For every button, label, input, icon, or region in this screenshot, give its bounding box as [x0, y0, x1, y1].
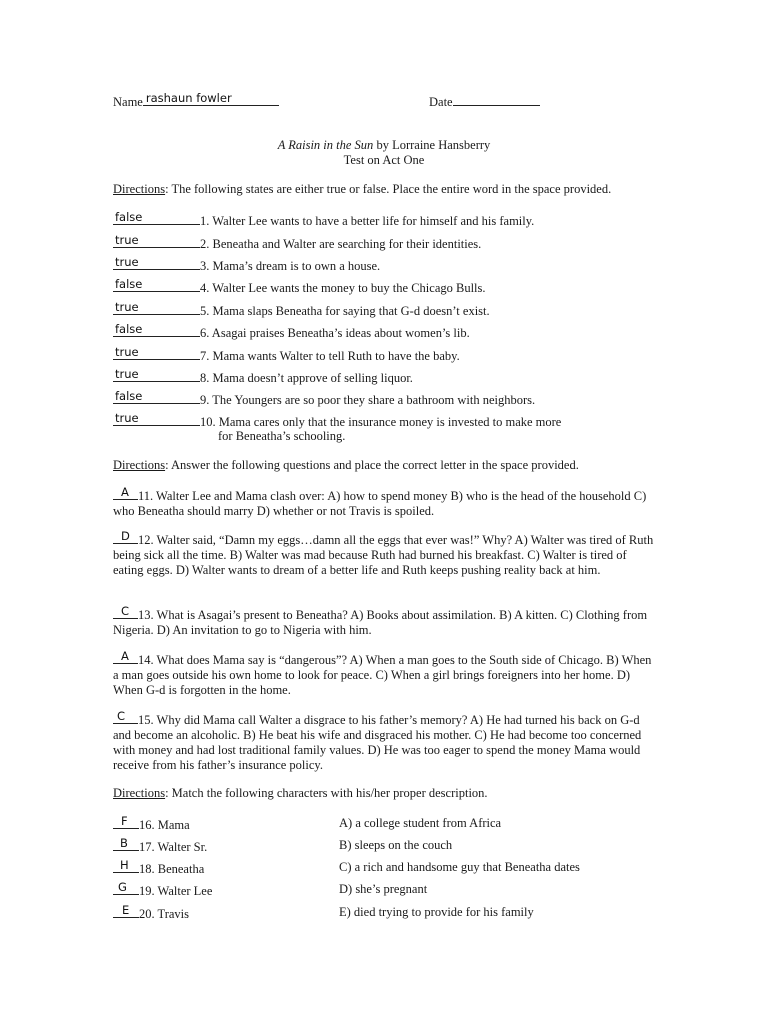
- answer-blank[interactable]: [113, 413, 200, 426]
- answer-blank[interactable]: [113, 838, 139, 851]
- answer-blank[interactable]: [113, 257, 200, 270]
- mc-question: [113, 606, 658, 638]
- tf-item-continuation: for Beneatha’s schooling.: [218, 429, 346, 443]
- answer-blank[interactable]: [113, 711, 138, 724]
- tf-item: [113, 235, 481, 252]
- question-text: 9. The Youngers are so poor they share a bathroom with neighbors.: [200, 393, 536, 407]
- answer-blank[interactable]: [113, 235, 200, 248]
- tf-item: [113, 413, 561, 430]
- answer-value: H: [120, 858, 129, 872]
- tf-item: [113, 302, 490, 319]
- test-title: [0, 138, 768, 153]
- match-option: D) she’s pregnant: [339, 882, 428, 896]
- answer-blank[interactable]: [113, 816, 139, 829]
- match-row: [113, 860, 204, 877]
- answer-blank[interactable]: [113, 882, 139, 895]
- tf-item: [113, 369, 413, 386]
- answer-value: true: [115, 345, 139, 359]
- question-text: 14. What does Mama say is “dangerous”? A) When a man goes to the South side of Chicago. B) When a man goes outside his own home to look for peace. C) When a girl brings foreigners into her home. D) When G-d is forgotten in the home.: [113, 653, 652, 697]
- answer-value: false: [115, 210, 143, 224]
- directions-text: : The following states are either true or false. Place the entire word in the space provided.: [165, 182, 612, 196]
- question-text: 5. Mama slaps Beneatha for saying that G-d doesn’t exist.: [200, 304, 490, 318]
- answer-value: E: [122, 903, 130, 917]
- match-option: C) a rich and handsome guy that Beneatha dates: [339, 860, 580, 874]
- answer-value: true: [115, 255, 139, 269]
- question-text: 13. What is Asagai’s present to Beneatha? A) Books about assimilation. B) A kitten. C) Clothing from Nigeria. D) An invitation to go to Nigeria with him.: [113, 608, 648, 637]
- answer-value: true: [115, 367, 139, 381]
- directions-true-false: [113, 182, 611, 197]
- answer-value: true: [115, 300, 139, 314]
- question-text: 2. Beneatha and Walter are searching for their identities.: [200, 237, 482, 251]
- answer-blank[interactable]: [113, 369, 200, 382]
- directions-label: Directions: [113, 182, 166, 196]
- name-label: Name: [113, 95, 143, 109]
- answer-blank[interactable]: [113, 279, 200, 292]
- mc-question: [113, 711, 658, 773]
- answer-value: A: [121, 649, 129, 663]
- answer-value: false: [115, 322, 143, 336]
- answer-blank[interactable]: [113, 651, 138, 664]
- question-text: 10. Mama cares only that the insurance money is invested to make more: [200, 415, 562, 429]
- answer-blank[interactable]: [113, 347, 200, 360]
- question-text: 4. Walter Lee wants the money to buy the Chicago Bulls.: [200, 281, 486, 295]
- answer-blank[interactable]: [113, 531, 138, 544]
- answer-value: F: [121, 814, 128, 828]
- mc-question: [113, 651, 658, 698]
- directions-multiple-choice: [113, 458, 579, 473]
- date-blank[interactable]: [453, 93, 540, 106]
- answer-blank[interactable]: [113, 212, 200, 225]
- question-text: 6. Asagai praises Beneatha’s ideas about women’s lib.: [200, 326, 470, 340]
- test-subtitle: Test on Act One: [343, 153, 425, 167]
- directions-label: Directions: [113, 786, 166, 800]
- answer-blank[interactable]: [113, 324, 200, 337]
- answer-value: true: [115, 411, 139, 425]
- date-label: Date: [429, 95, 453, 109]
- answer-blank[interactable]: [113, 391, 200, 404]
- character-name: 17. Walter Sr.: [139, 840, 208, 854]
- match-option: E) died trying to provide for his family: [339, 905, 534, 919]
- answer-value: C: [117, 709, 126, 723]
- answer-value: true: [115, 233, 139, 247]
- answer-blank[interactable]: [113, 487, 138, 500]
- directions-text: : Match the following characters with his/her proper description.: [165, 786, 488, 800]
- directions-label: Directions: [113, 458, 166, 472]
- directions-matching: [113, 786, 488, 801]
- answer-blank[interactable]: [113, 860, 139, 873]
- tf-item: [113, 257, 380, 274]
- answer-value: B: [120, 836, 128, 850]
- answer-value: false: [115, 277, 143, 291]
- mc-question: [113, 531, 658, 578]
- answer-value: A: [121, 485, 129, 499]
- name-line: [113, 93, 279, 110]
- character-name: 18. Beneatha: [139, 862, 205, 876]
- answer-value: false: [115, 389, 143, 403]
- tf-item: [113, 347, 460, 364]
- question-text: 12. Walter said, “Damn my eggs…damn all the eggs that ever was!” Why? A) Walter was tired of Ruth being sick all the time. B) Walter was mad because Ruth had burned his breakfast. C) Walter is tired of eating eggs. D) Walter wants to dream of a better life and Ruth keeps pushing reality back at him.: [113, 533, 654, 577]
- match-row: [113, 882, 212, 899]
- question-text: 1. Walter Lee wants to have a better life for himself and his family.: [200, 214, 535, 228]
- student-name: rashaun fowler: [145, 91, 232, 105]
- author-text: by Lorraine Hansberry: [373, 138, 491, 152]
- tf-item: [113, 212, 534, 229]
- character-name: 16. Mama: [139, 818, 190, 832]
- date-line: [429, 93, 540, 110]
- question-text: 3. Mama’s dream is to own a house.: [200, 259, 381, 273]
- name-blank[interactable]: [143, 93, 279, 106]
- character-name: 19. Walter Lee: [139, 884, 213, 898]
- answer-blank[interactable]: [113, 302, 200, 315]
- answer-blank[interactable]: [113, 606, 138, 619]
- question-text: 15. Why did Mama call Walter a disgrace to his father’s memory? A) He had turned his back on G-d and become an alcoholic. B) He beat his wife and disgraced his mother. C) He had become too concerned with money and had lost traditional family values. D) He was too eager to spend the money Mama would receive from his father’s insurance policy.: [113, 713, 642, 772]
- answer-value: C: [121, 604, 130, 618]
- question-text: 11. Walter Lee and Mama clash over: A) how to spend money B) who is the head of the household C) who Beneatha should marry D) whether or not Travis is spoiled.: [113, 489, 647, 518]
- match-row: [113, 838, 207, 855]
- question-text: 7. Mama wants Walter to tell Ruth to have the baby.: [200, 349, 460, 363]
- book-title: A Raisin in the Sun: [277, 138, 374, 152]
- mc-question: [113, 487, 658, 519]
- match-row: [113, 816, 190, 833]
- match-row: [113, 905, 189, 922]
- tf-item: [113, 324, 470, 341]
- match-option: A) a college student from Africa: [339, 816, 502, 830]
- directions-text: : Answer the following questions and place the correct letter in the space provided.: [165, 458, 579, 472]
- answer-value: D: [121, 529, 130, 543]
- question-text: 8. Mama doesn’t approve of selling liquor.: [200, 371, 413, 385]
- character-name: 20. Travis: [139, 907, 190, 921]
- answer-blank[interactable]: [113, 905, 139, 918]
- answer-value: G: [118, 880, 127, 894]
- tf-item: [113, 391, 535, 408]
- tf-item: [113, 279, 486, 296]
- match-option: B) sleeps on the couch: [339, 838, 453, 852]
